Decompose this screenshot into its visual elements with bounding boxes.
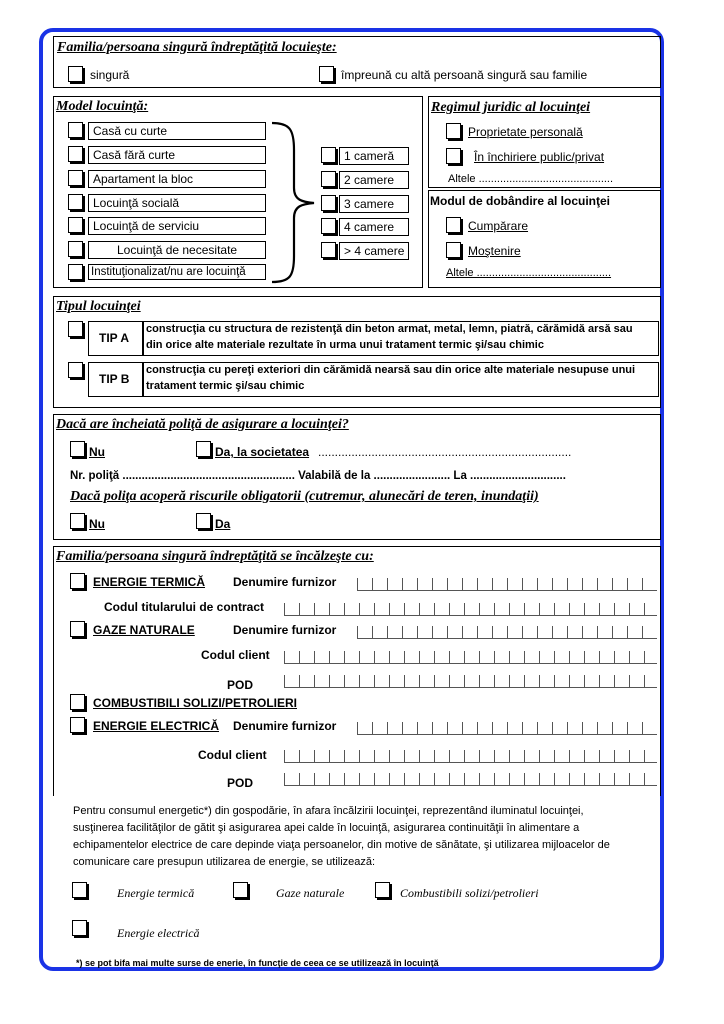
insurance-company-field[interactable]: ............................................................................ bbox=[318, 445, 572, 459]
energy-electric-label: Energie electrică bbox=[117, 926, 200, 940]
energy-thermal-label: Energie termică bbox=[117, 886, 195, 900]
acquire-inherit-label: Moştenire bbox=[468, 244, 521, 258]
thermal-supplier-field[interactable] bbox=[357, 578, 657, 591]
tip-a-text-1: construcţia cu structura de rezistenţă din beton armat, metal, lemn, piatră, cărămidă arsă sau bbox=[146, 323, 633, 335]
checkbox-model-0[interactable] bbox=[68, 122, 83, 138]
model-type-1: Casă fără curte bbox=[88, 146, 266, 164]
thermal-supplier-label: Denumire furnizor bbox=[233, 575, 337, 589]
rooms-1: 2 camere bbox=[339, 171, 409, 189]
insurance-risk-title: Dacă poliţa acoperă riscurile obligatorii (cutremur, alunecări de teren, inundaţii) bbox=[70, 489, 539, 504]
energy-paragraph-4: comunicare care presupun utilizarea de energie, se utilizează: bbox=[73, 856, 376, 868]
checkbox-acquire-inherit[interactable] bbox=[446, 242, 461, 258]
acquire-title: Modul de dobândire al locuinţei bbox=[430, 194, 611, 208]
tip-b-text-2: tratament termic şi/sau chimic bbox=[146, 380, 305, 392]
checkbox-regime-rent[interactable] bbox=[446, 148, 461, 164]
option-together-label: împreună cu altă persoană singură sau familie bbox=[341, 68, 588, 82]
checkbox-rooms-0[interactable] bbox=[321, 147, 336, 163]
electric-pod-field[interactable] bbox=[284, 773, 657, 786]
model-type-0: Casă cu curte bbox=[88, 122, 266, 140]
insurance-policy-line[interactable]: Nr. poliţă ...................................................... Valabilă de la ........................ La .............................. bbox=[70, 470, 566, 482]
tip-a-label: TIP A bbox=[99, 331, 130, 345]
checkbox-insurance-yes[interactable] bbox=[196, 441, 211, 457]
energy-gas-label: Gaze naturale bbox=[276, 886, 345, 900]
electric-pod-label: POD bbox=[227, 776, 254, 790]
thermal-holder-code-field[interactable] bbox=[284, 603, 657, 616]
electric-client-code-field[interactable] bbox=[284, 750, 657, 763]
heating-title: Familia/persoana singură îndreptăţită se încălzeşte cu: bbox=[56, 549, 374, 564]
checkbox-model-3[interactable] bbox=[68, 194, 83, 210]
insurance-yes-label: Da, la societatea bbox=[215, 445, 310, 459]
checkbox-model-6[interactable] bbox=[68, 264, 83, 280]
model-type-6: Instituţionalizat/nu are locuinţă bbox=[88, 264, 266, 280]
risk-no-label: Nu bbox=[89, 517, 105, 531]
checkbox-tip-b[interactable] bbox=[68, 362, 83, 378]
brace-icon bbox=[268, 120, 320, 285]
checkbox-acquire-buy[interactable] bbox=[446, 217, 461, 233]
electric-supplier-field[interactable] bbox=[357, 722, 657, 735]
family-title: Familia/persoana singură îndreptăţită locuieşte: bbox=[57, 40, 337, 55]
checkbox-model-1[interactable] bbox=[68, 146, 83, 162]
checkbox-rooms-4[interactable] bbox=[321, 242, 336, 258]
acquire-other: Altele ............................................ bbox=[446, 267, 612, 279]
rooms-4: > 4 camere bbox=[339, 242, 409, 260]
checkbox-energy-gas[interactable] bbox=[233, 882, 248, 898]
energy-solid-label: Combustibili solizi/petrolieri bbox=[400, 886, 539, 900]
solid-fuel-label: COMBUSTIBILI SOLIZI/PETROLIERI bbox=[93, 696, 297, 710]
checkbox-together[interactable] bbox=[319, 66, 334, 82]
gas-pod-field[interactable] bbox=[284, 675, 657, 688]
checkbox-energy-electric[interactable] bbox=[72, 920, 87, 936]
rooms-3: 4 camere bbox=[339, 218, 409, 236]
tip-b-text-1: construcţia cu pereţi exteriori din cărămidă nearsă sau din orice alte materiale nesupuse unui bbox=[146, 364, 636, 376]
checkbox-model-5[interactable] bbox=[68, 241, 83, 257]
model-type-2: Apartament la bloc bbox=[88, 170, 266, 188]
regime-own-label: Proprietate personală bbox=[468, 125, 583, 139]
checkbox-gas[interactable] bbox=[70, 621, 85, 637]
rooms-0: 1 cameră bbox=[339, 147, 409, 165]
gas-label: GAZE NATURALE bbox=[93, 623, 195, 637]
rooms-2: 3 camere bbox=[339, 195, 409, 213]
insurance-no-label: Nu bbox=[89, 445, 105, 459]
model-type-4: Locuinţă de serviciu bbox=[88, 217, 266, 235]
checkbox-alone[interactable] bbox=[68, 66, 83, 82]
checkbox-solid-fuel[interactable] bbox=[70, 694, 85, 710]
electric-client-code-label: Codul client bbox=[198, 748, 267, 762]
tip-b-label: TIP B bbox=[99, 372, 130, 386]
thermal-label: ENERGIE TERMICĂ bbox=[93, 575, 206, 589]
checkbox-rooms-2[interactable] bbox=[321, 195, 336, 211]
model-title: Model locuinţă: bbox=[56, 99, 149, 114]
checkbox-electric[interactable] bbox=[70, 717, 85, 733]
energy-paragraph-2: susţinerea facilităţilor de gătit şi asigurarea apei calde în locuinţă, asigurarea continuităţii în alimentare a bbox=[73, 822, 580, 834]
gas-pod-label: POD bbox=[227, 678, 254, 692]
checkbox-risk-yes[interactable] bbox=[196, 513, 211, 529]
energy-paragraph-3: echipamentelor electrice de care depinde viaţa persoanelor, din motive de sănătate, şi utilizarea mijloacelor de bbox=[73, 839, 610, 851]
checkbox-energy-thermal[interactable] bbox=[72, 882, 87, 898]
electric-label: ENERGIE ELECTRICĂ bbox=[93, 719, 220, 733]
electric-supplier-label: Denumire furnizor bbox=[233, 719, 337, 733]
regime-other: Altele ............................................ bbox=[448, 173, 614, 185]
insurance-title: Dacă are încheiată poliţă de asigurare a locuinţei? bbox=[56, 417, 349, 432]
gas-client-code-field[interactable] bbox=[284, 651, 657, 664]
footnote: *) se pot bifa mai multe surse de enerie, în funcţie de ceea ce se utilizează în locuinţă bbox=[76, 958, 439, 968]
checkbox-rooms-1[interactable] bbox=[321, 171, 336, 187]
thermal-holder-code-label: Codul titularului de contract bbox=[104, 600, 265, 614]
regime-rent-label: În închiriere public/privat bbox=[474, 150, 605, 164]
gas-supplier-field[interactable] bbox=[357, 626, 657, 639]
checkbox-model-2[interactable] bbox=[68, 170, 83, 186]
regime-title: Regimul juridic al locuinţei bbox=[431, 100, 591, 115]
checkbox-risk-no[interactable] bbox=[70, 513, 85, 529]
checkbox-thermal[interactable] bbox=[70, 573, 85, 589]
checkbox-model-4[interactable] bbox=[68, 217, 83, 233]
option-alone-label: singură bbox=[90, 68, 130, 82]
checkbox-insurance-no[interactable] bbox=[70, 441, 85, 457]
checkbox-energy-solid[interactable] bbox=[375, 882, 390, 898]
gas-supplier-label: Denumire furnizor bbox=[233, 623, 337, 637]
model-type-3: Locuinţă socială bbox=[88, 194, 266, 212]
checkbox-tip-a[interactable] bbox=[68, 321, 83, 337]
risk-yes-label: Da bbox=[215, 517, 231, 531]
model-type-5: Locuinţă de necesitate bbox=[88, 241, 266, 259]
energy-paragraph-1: Pentru consumul energetic*) din gospodărie, în afara încălzirii locuinţei, reprezentând iluminatul locuinţei, bbox=[73, 805, 584, 817]
acquire-buy-label: Cumpărare bbox=[468, 219, 529, 233]
tip-title: Tipul locuinţei bbox=[56, 299, 141, 314]
gas-client-code-label: Codul client bbox=[201, 648, 270, 662]
checkbox-regime-own[interactable] bbox=[446, 123, 461, 139]
checkbox-rooms-3[interactable] bbox=[321, 218, 336, 234]
tip-a-text-2: din orice alte materiale rezultate în urma unui tratament termic şi/sau chimic bbox=[146, 339, 544, 351]
